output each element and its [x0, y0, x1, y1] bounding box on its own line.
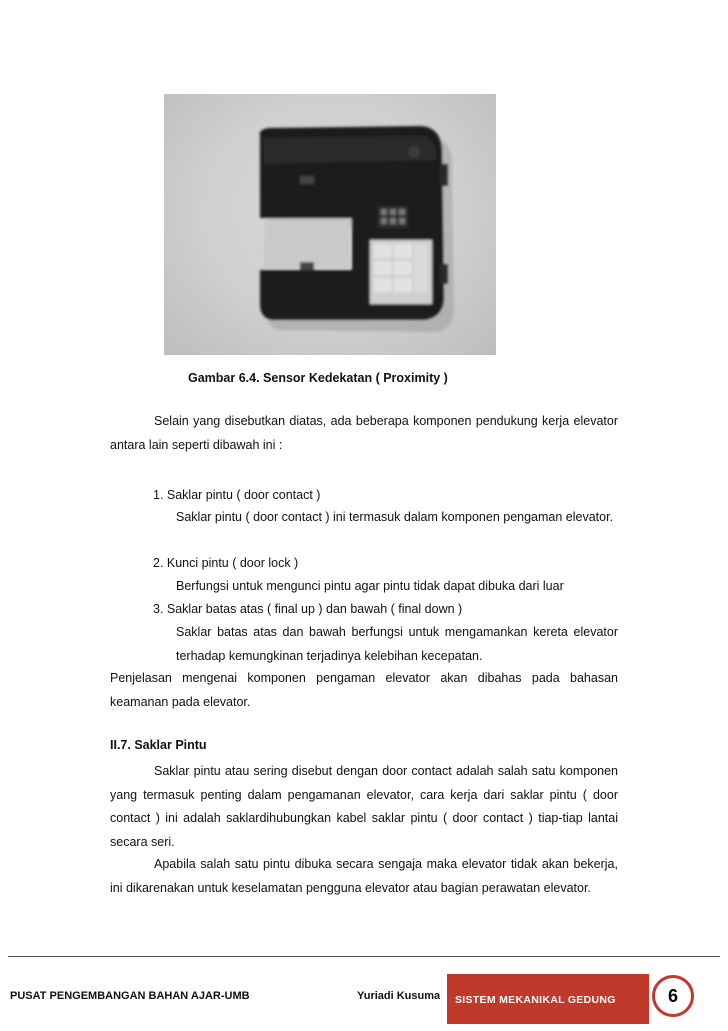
footer-divider [8, 956, 720, 957]
proximity-sensor-photo [164, 94, 496, 355]
section-paragraph-2: Apabila salah satu pintu dibuka secara sengaja maka elevator tidak akan bekerja, ini dikarenakan untuk keselamatan pengguna elevator atau bagian perawatan elevator. [110, 857, 618, 895]
list-item-body: Saklar pintu ( door contact ) ini termasuk dalam komponen pengaman elevator. [176, 510, 614, 524]
list-item-title: 2. Kunci pintu ( door lock ) [153, 556, 299, 570]
figure-caption: Gambar 6.4. Sensor Kedekatan ( Proximity ) [188, 371, 448, 385]
section-paragraph-1: Saklar pintu atau sering disebut dengan door contact adalah salah satu komponen yang termasuk penting dalam pengamanan elevator, cara kerja dari saklar pintu ( door contact ) ini adalah saklardihubungkan kabel saklar pintu ( door contact ) tiap-tiap lantai secara seri. [110, 764, 618, 849]
list-item-body: Saklar batas atas dan bawah berfungsi untuk mengamankan kereta elevator terhadap kemungkinan terjadinya kelebihan kecepatan. [176, 625, 618, 663]
footer-publisher: PUSAT PENGEMBANGAN BAHAN AJAR-UMB [10, 990, 250, 1002]
page-number: 6 [652, 975, 694, 1017]
footer-subject: SISTEM MEKANIKAL GEDUNG [455, 994, 616, 1006]
list-item-title: 1. Saklar pintu ( door contact ) [153, 488, 321, 502]
list-item-body: Berfungsi untuk mengunci pintu agar pintu tidak dapat dibuka dari luar [176, 579, 564, 593]
intro-paragraph: Selain yang disebutkan diatas, ada beberapa komponen pendukung kerja elevator antara lain seperti dibawah ini : [110, 414, 618, 452]
section-heading: II.7. Saklar Pintu [110, 738, 207, 752]
sensor-illustration [164, 94, 496, 355]
footer-author: Yuriadi Kusuma [357, 990, 441, 1002]
closing-paragraph: Penjelasan mengenai komponen pengaman elevator akan dibahas pada bahasan keamanan pada elevator. [110, 671, 618, 709]
list-item-title: 3. Saklar batas atas ( final up ) dan bawah ( final down ) [153, 602, 463, 616]
